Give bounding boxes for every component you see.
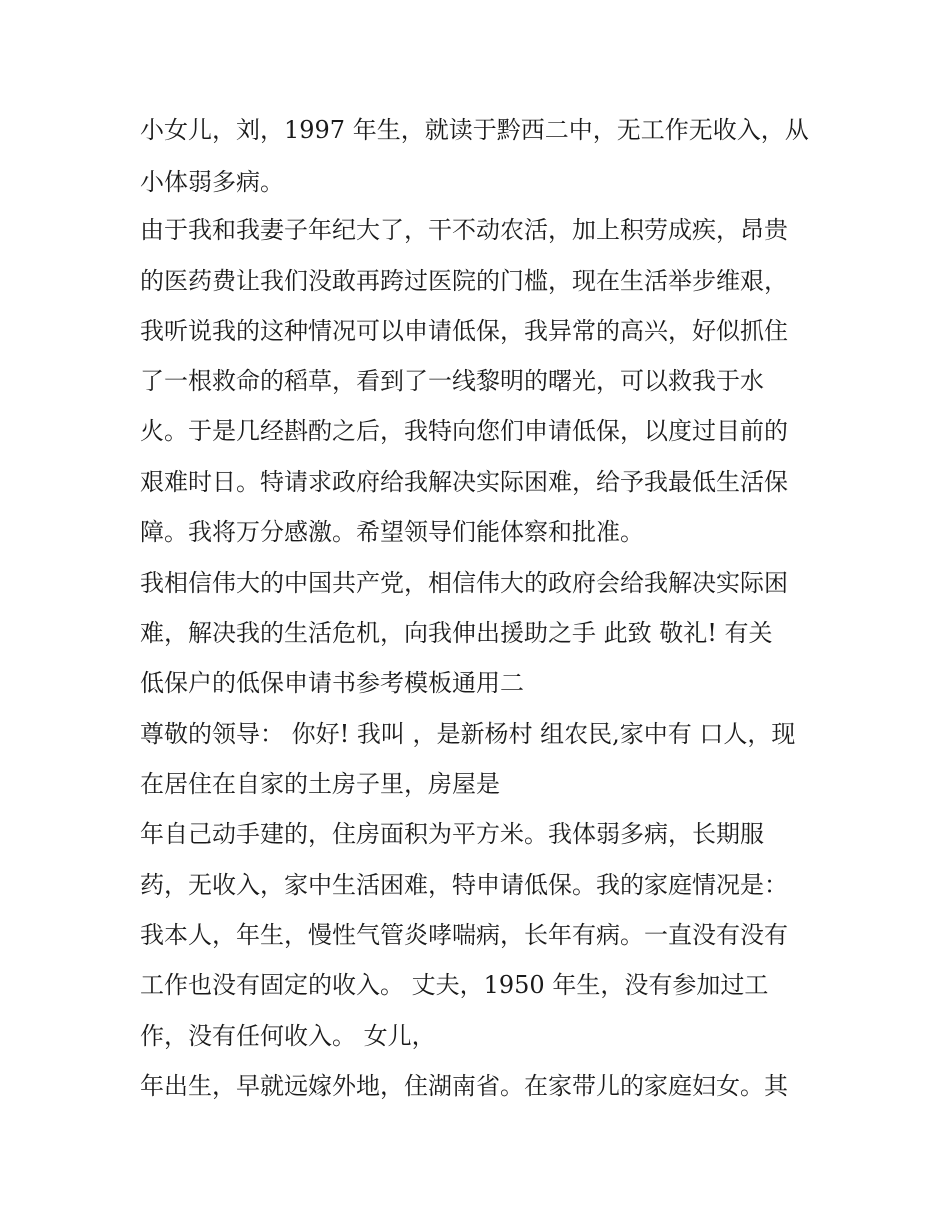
text-line: 低保户的低保申请书参考模板通用二 bbox=[140, 669, 524, 697]
text-line: 难，解决我的生活危机，向我伸出援助之手 此致 敬礼! 有关 bbox=[140, 619, 773, 647]
text-line: 小女儿，刘，1997 年生，就读于黔西二中，无工作无收入，从 bbox=[140, 116, 809, 144]
text-line: 年出生，早就远嫁外地，住湖南省。在家带儿的家庭妇女。其 bbox=[140, 1072, 788, 1100]
text-line: 我本人，年生，慢性气管炎哮喘病，长年有病。一直没有没有 bbox=[140, 921, 788, 949]
text-line: 火。于是几经斟酌之后，我特向您们申请低保，以度过目前的 bbox=[140, 417, 788, 445]
text-line: 我听说我的这种情况可以申请低保，我异常的高兴，好似抓住 bbox=[140, 317, 788, 345]
text-line: 年自己动手建的，住房面积为平方米。我体弱多病，长期服 bbox=[140, 820, 764, 848]
text-line: 药，无收入，家中生活困难，特申请低保。我的家庭情况是： bbox=[140, 871, 788, 899]
text-line: 艰难时日。特请求政府给我解决实际困难，给予我最低生活保 bbox=[140, 468, 788, 496]
text-line: 障。我将万分感激。希望领导们能体察和批准。 bbox=[140, 518, 644, 546]
text-line: 作，没有任何收入。 女儿， bbox=[140, 1022, 436, 1050]
text-line: 的医药费让我们没敢再跨过医院的门槛，现在生活举步维艰， bbox=[140, 267, 788, 295]
text-line: 在居住在自家的土房子里，房屋是 bbox=[140, 770, 500, 798]
text-line: 由于我和我妻子年纪大了，干不动农活，加上积劳成疾，昂贵 bbox=[140, 216, 788, 244]
text-line: 尊敬的领导： 你好! 我叫 ，是新杨村 组农民,家中有 口人，现 bbox=[140, 720, 796, 748]
text-line: 工作也没有固定的收入。 丈夫，1950 年生，没有参加过工 bbox=[140, 971, 769, 999]
text-line: 了一根救命的稻草，看到了一线黎明的曙光，可以救我于水 bbox=[140, 367, 764, 395]
text-line: 我相信伟大的中国共产党，相信伟大的政府会给我解决实际困 bbox=[140, 569, 788, 597]
text-line: 小体弱多病。 bbox=[140, 168, 284, 196]
